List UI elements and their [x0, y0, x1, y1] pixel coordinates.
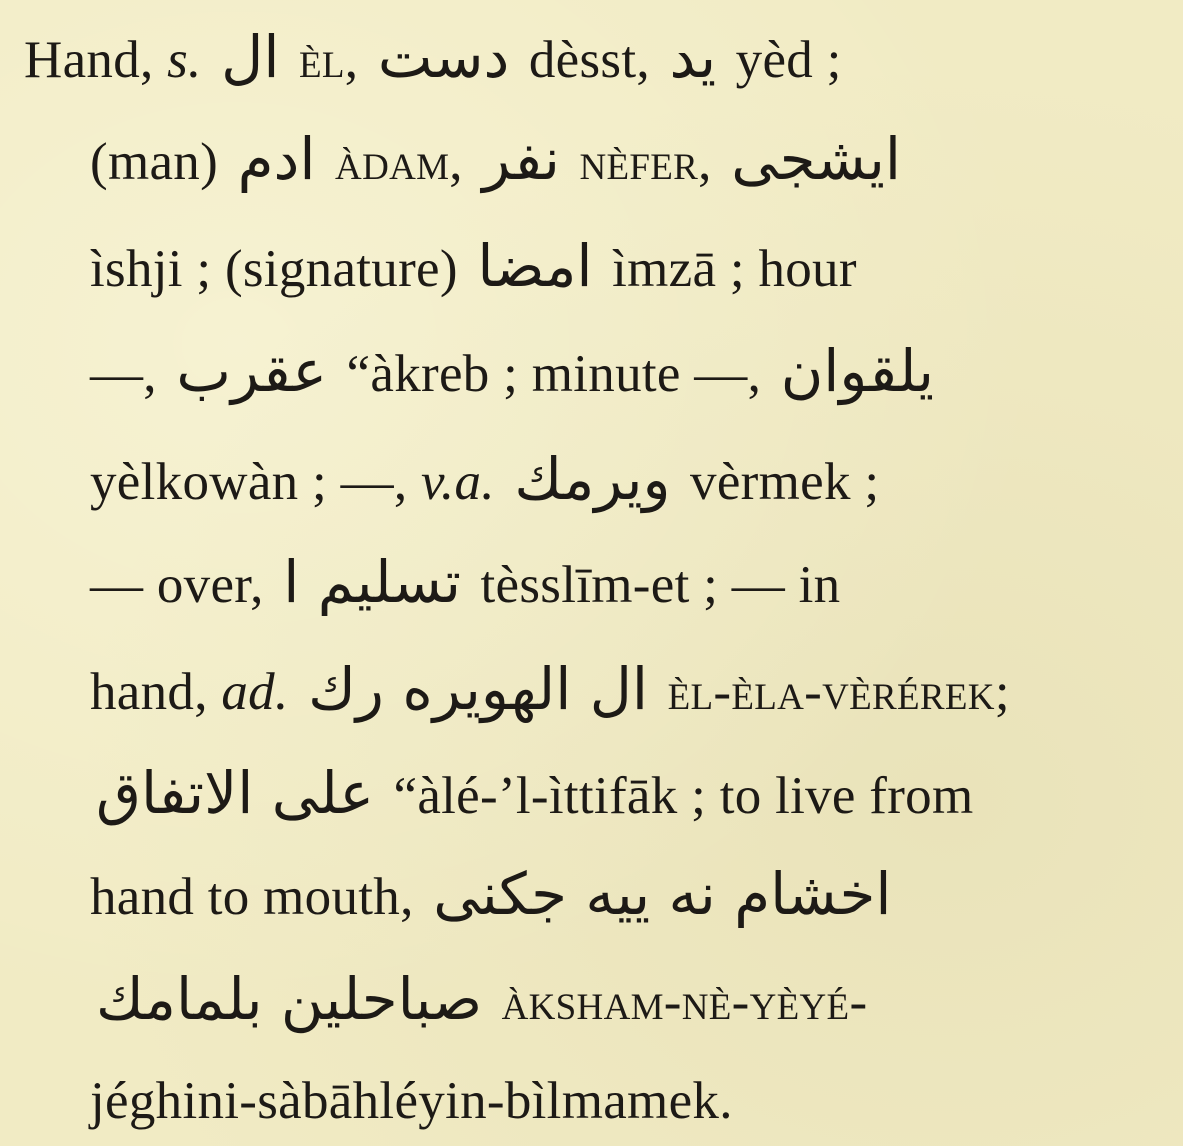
gloss-hour: hour — [758, 240, 857, 298]
entry-line-9 — [90, 860, 898, 928]
pos-verb: v.a. — [421, 453, 495, 511]
arabic-adam: ادم — [237, 125, 316, 193]
pos-noun: s. — [167, 31, 202, 89]
translit-ishji: ìshji ; — [90, 240, 212, 298]
translit-akreb: “àkreb ; — [346, 345, 519, 403]
translit-dest: dèsst, — [528, 31, 650, 89]
translit-el: èl, — [299, 31, 359, 89]
translit-vermek: vèrmek ; — [690, 453, 880, 511]
translit-tesslim: tèsslīm-et ; — [480, 556, 719, 614]
translit-aksham: àksham-nè-yèyé- — [501, 973, 868, 1031]
arabic-yelkowan: يلقوان — [780, 337, 935, 405]
arabic-sabahleyin: صباحلين بلمامك — [96, 965, 483, 1033]
dash-hour: —, — [90, 345, 157, 403]
arabic-el: ال — [221, 23, 280, 91]
arabic-elela: ال الهويره رك — [308, 655, 649, 723]
gloss-hand: hand, — [90, 663, 208, 721]
gloss-man: (man) — [90, 133, 219, 191]
gloss-signature: (signature) — [224, 240, 458, 298]
translit-yed: yèd ; — [735, 31, 842, 89]
gloss-live: to live from — [719, 767, 974, 825]
arabic-aleittifak: على الاتفاق — [96, 759, 374, 827]
gloss-over: — over, — [90, 556, 264, 614]
gloss-mouth: hand to mouth, — [90, 868, 414, 926]
arabic-ishji: ايشجى — [731, 125, 902, 193]
translit-elela: èl-èla-vèrérek; — [667, 663, 1010, 721]
arabic-dest: دست — [377, 23, 510, 91]
arabic-imza: امضا — [477, 232, 593, 300]
headword: Hand, — [24, 31, 154, 89]
translit-yelkowan: yèlkowàn ; — [90, 453, 328, 511]
translit-nefer: nèfer, — [579, 133, 712, 191]
translit-imza: ìmzā ; — [612, 240, 745, 298]
entry-line-8 — [90, 759, 974, 827]
gloss-minute: minute —, — [531, 345, 762, 403]
pos-adverb: ad. — [221, 663, 289, 721]
arabic-nefer: نفر — [482, 125, 560, 193]
dash-verb: —, — [340, 453, 408, 511]
translit-aleittifak: “àlé-’l-ìttifāk ; — [393, 767, 707, 825]
gloss-in: — in — [731, 556, 841, 614]
arabic-aksham: اخشام نه ييه جكنى — [433, 860, 892, 928]
entry-line-2 — [90, 125, 907, 193]
arabic-akreb: عقرب — [176, 337, 327, 405]
entry-line-11 — [90, 1072, 733, 1130]
entry-line-4 — [90, 337, 940, 405]
translit-jeghini: jéghini-sàbāhléyin-bìlmamek. — [90, 1072, 733, 1130]
arabic-vermek: ويرمك — [514, 445, 671, 513]
entry-line-5 — [90, 445, 880, 513]
entry-line-6 — [90, 548, 841, 616]
arabic-tesslim: تسليم ا — [283, 548, 461, 616]
arabic-yed: يد — [669, 23, 717, 91]
translit-adam: àdam, — [335, 133, 463, 191]
entry-line-10 — [90, 965, 868, 1033]
entry-line-3 — [90, 232, 857, 300]
entry-line-7 — [90, 655, 1010, 723]
entry-line-1 — [24, 23, 842, 91]
